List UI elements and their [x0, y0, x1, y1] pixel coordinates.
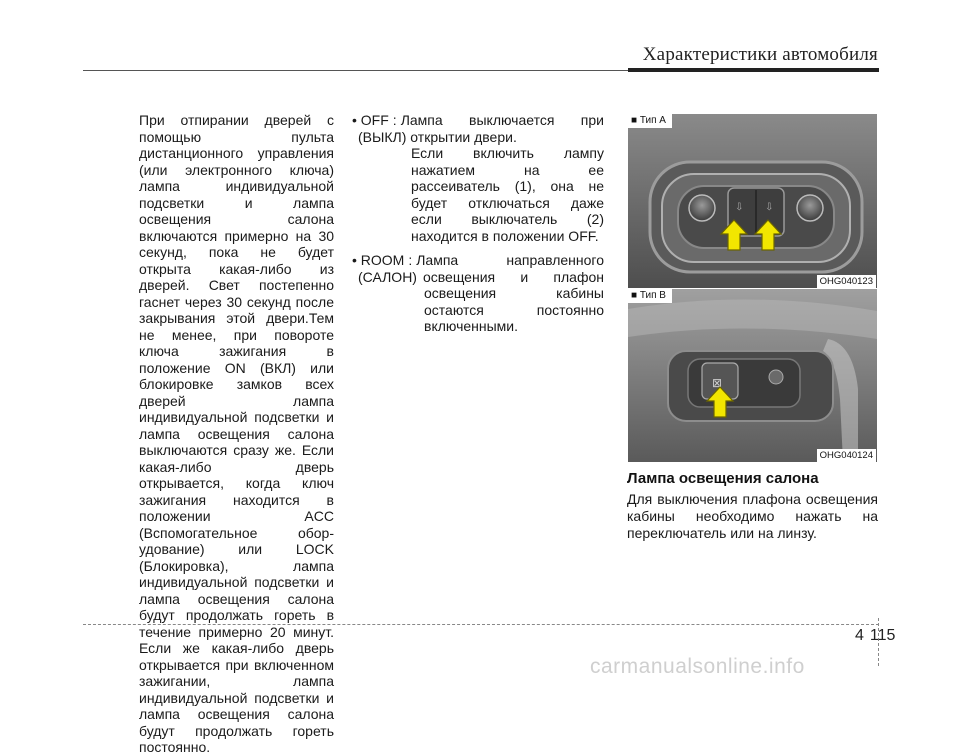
figure-type-a — [628, 114, 877, 288]
svg-text:⇩: ⇩ — [735, 202, 744, 213]
left-paragraph: При отпирании дверей с помощью пульта дистанционного управления (или электронного ключа) лампа индивидуальной подсветки и лампа освещения салона включаются примерно на 30 секунд, пока не будет открыта какая-либо из дверей. Свет постепенно гаснет через 30 секунд после закрывания этой двери.Тем не менее, при повороте ключа зажигания в положение ON (ВКЛ) или блокировке замков всех дверей лампа индивидуальной подсветки и лампа освещения салона выключаются сразу же. Если какая-либо дверь открывается, когда ключ зажигания находится в положении ACC (Вспомогательное обор- удование) или LOCK (Блокировка), лампа индивидуальной подсветки и лампа освещения салона будут продолжать гореть в течение примерно 20 минут. Если же какая-либо дверь открывается при включенном зажигании, лампа индивидуальной подсветки и лампа освещения салона будут продолжать гореть постоянно. — [139, 112, 335, 755]
room-key: • ROOM — [352, 252, 405, 268]
figure-b-code: OHG040124 — [817, 449, 876, 462]
lamp-lens — [769, 370, 783, 384]
off-description: Если включить лампу нажатием на ее рассеиватель (1), она не будет отключаться даже если выключатель (2) находится в положении OFF. — [411, 145, 604, 244]
svg-text:⊠: ⊠ — [712, 376, 723, 390]
off-first-line: Лампа выключается при — [400, 112, 604, 128]
room-sub-rest: освещения и плафон — [422, 268, 604, 285]
section-body: Для выключения плафона освещения кабины необходимо нажать на переключатель или на линзу. — [627, 491, 878, 541]
middle-text-column — [352, 112, 604, 343]
room-entry: • ROOM : Лампа направленного (САЛОН) освещения и плафон освещения кабины остаются постоянно включенными. — [352, 252, 604, 334]
off-key: • OFF — [352, 112, 389, 128]
header-rule-accent — [628, 68, 879, 72]
room-first-line: Лампа направленного — [416, 252, 604, 268]
figure-b-label: ■ Тип B — [628, 289, 672, 303]
chapter-number: 4 — [855, 627, 864, 644]
figure-a-code: OHG040123 — [817, 275, 876, 288]
off-sub-rest: открытии двери. — [410, 128, 517, 145]
section-title: Лампа освещения салона — [627, 470, 819, 487]
watermark: carmanualsonline.info — [590, 655, 805, 678]
overhead-console-type-b-illustration — [628, 289, 877, 462]
room-description: освещения кабины остаются постоянно включенными. — [424, 285, 604, 334]
left-lamp-lens — [689, 195, 715, 221]
off-sub-label: (ВЫКЛ) — [358, 128, 407, 145]
right-lamp-lens — [797, 195, 823, 221]
overhead-console-type-a-illustration — [628, 114, 877, 288]
page-number-value: 115 — [869, 627, 896, 644]
page-header-title: Характеристики автомобиля — [642, 44, 878, 65]
footer-rule — [83, 624, 879, 625]
svg-text:⇩: ⇩ — [765, 202, 774, 213]
off-entry: • OFF : Лампа выключается при (ВЫКЛ) открытии двери. Если включить лампу нажатием на ее рассеиватель (1), она не будет отключаться даже если выключатель (2) находится в положении OFF. — [352, 112, 604, 244]
left-text-column — [139, 112, 334, 756]
page-number — [855, 627, 895, 645]
figure-type-b — [628, 289, 877, 462]
room-sub-label: (САЛОН) — [358, 268, 417, 285]
figure-a-label: ■ Тип A — [628, 114, 672, 128]
